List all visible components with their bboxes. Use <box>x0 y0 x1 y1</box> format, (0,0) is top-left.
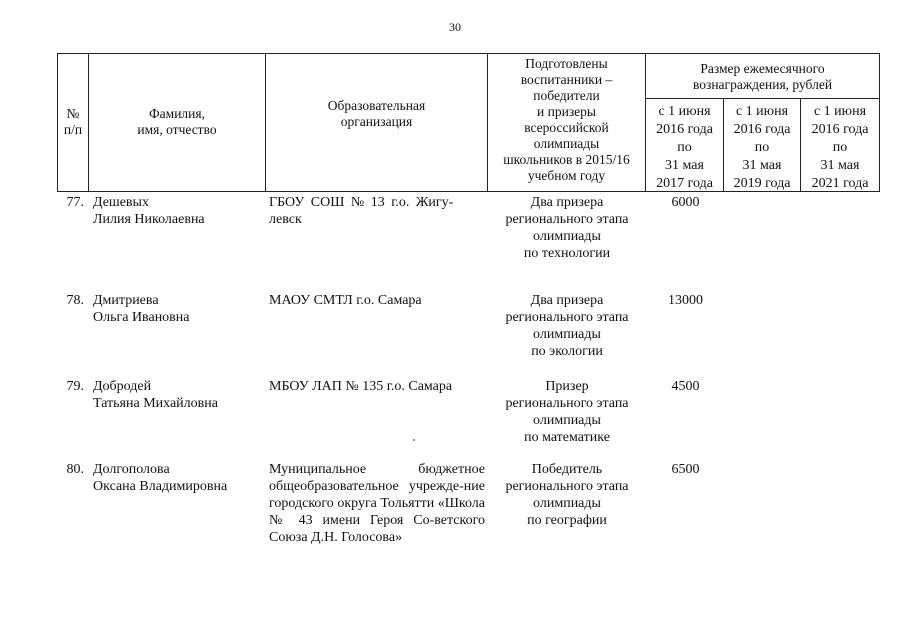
row-prepared-students: Призер регионального этапа олимпиады по математике <box>505 379 629 445</box>
header-period-2021: с 1 июня 2016 года по 31 мая 2021 года <box>811 104 869 191</box>
row-organization: МБОУ ЛАП № 135 г.о. Самара <box>269 379 453 394</box>
row-organization: Муниципальное бюджетное общеобразовательное учрежде-ние городского округа Тольятти «Школа № 43 имени Героя Со-ветского Союза Д.Н. Голосова» <box>269 462 485 545</box>
row-full-name: Дмитриева Ольга Ивановна <box>93 293 190 325</box>
header-period-2017: с 1 июня 2016 года по 31 мая 2017 года <box>656 104 713 191</box>
header-period-2019: с 1 июня 2016 года по 31 мая 2019 года <box>733 104 791 191</box>
scan-speck <box>413 439 415 441</box>
header-prepared: Подготовлены воспитанники – победители и призеры всероссийской олимпиады школьников в 2015/16 учебном году <box>503 56 630 183</box>
header-award: Размер ежемесячного вознаграждения, рублей <box>692 61 833 92</box>
row-number: 80. <box>66 462 84 477</box>
page-number: 30 <box>449 20 461 34</box>
row-number: 78. <box>66 293 84 308</box>
row-full-name: Дешевых Лилия Николаевна <box>93 195 205 227</box>
header-award-divider <box>645 98 880 99</box>
row-organization: МАОУ СМТЛ г.о. Самара <box>269 293 422 308</box>
row-full-name: Добродей Татьяна Михайловна <box>93 379 218 411</box>
row-prepared-students: Победитель регионального этапа олимпиады по географии <box>505 462 629 528</box>
header-org: Образовательная организация <box>327 98 426 129</box>
row-full-name: Долгополова Оксана Владимировна <box>93 462 228 494</box>
header-top-border <box>57 53 880 54</box>
row-organization: ГБОУ СОШ № 13 г.о. Жигу- левск <box>269 195 454 227</box>
header-border-right <box>879 53 880 192</box>
row-number: 77. <box>66 195 84 210</box>
header-num: № п/п <box>63 106 83 137</box>
row-award-amount: 6500 <box>671 462 700 477</box>
row-prepared-students: Два призера регионального этапа олимпиады по экологии <box>505 293 629 359</box>
row-award-amount: 4500 <box>671 379 700 394</box>
row-number: 79. <box>66 379 84 394</box>
header-name: Фамилия, имя, отчество <box>137 106 217 137</box>
row-award-amount: 6000 <box>671 195 700 210</box>
row-award-amount: 13000 <box>668 293 703 308</box>
row-prepared-students: Два призера регионального этапа олимпиады по технологии <box>505 195 629 261</box>
